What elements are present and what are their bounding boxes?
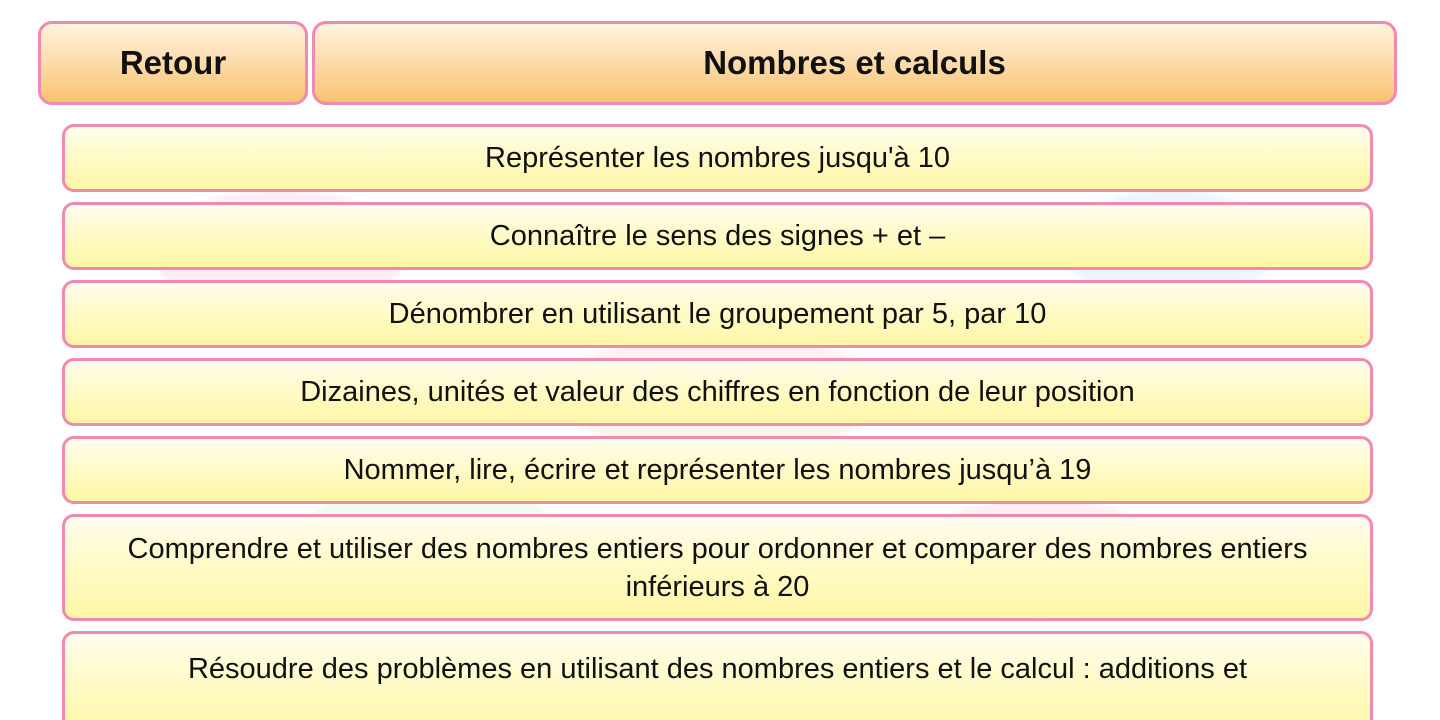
topic-item-denombrer-groupement[interactable] (62, 280, 1373, 348)
topic-item-label: Résoudre des problèmes en utilisant des nombres entiers et le calcul : additions et (187, 653, 1248, 685)
back-button-label: Retour (119, 44, 227, 81)
topic-item-label: Dizaines, unités et valeur des chiffres en fonction de leur position (300, 376, 1135, 408)
topic-item-ordonner-comparer[interactable] (62, 514, 1373, 621)
topic-item-dizaines-unites[interactable] (62, 358, 1373, 426)
topic-item-label: Comprendre et utiliser des nombres entiers pour ordonner et comparer des nombres entiers inférieurs à 20 (127, 532, 1308, 603)
topic-item-nombres-19[interactable] (62, 436, 1373, 504)
topic-item-label: Dénombrer en utilisant le groupement par 5, par 10 (388, 298, 1047, 330)
topic-item-label: Représenter les nombres jusqu'à 10 (485, 142, 950, 174)
page-title (312, 21, 1397, 105)
topic-item-representer-10[interactable] (62, 124, 1373, 192)
topic-item-label: Connaître le sens des signes + et – (489, 220, 946, 252)
topic-item-label: Nommer, lire, écrire et représenter les nombres jusqu’à 19 (343, 454, 1092, 486)
topic-item-sens-signes[interactable] (62, 202, 1373, 270)
page-title-text: Nombres et calculs (703, 44, 1006, 81)
topic-item-resoudre-problemes[interactable] (62, 631, 1373, 720)
topic-list (62, 124, 1373, 720)
back-button[interactable] (38, 21, 308, 105)
